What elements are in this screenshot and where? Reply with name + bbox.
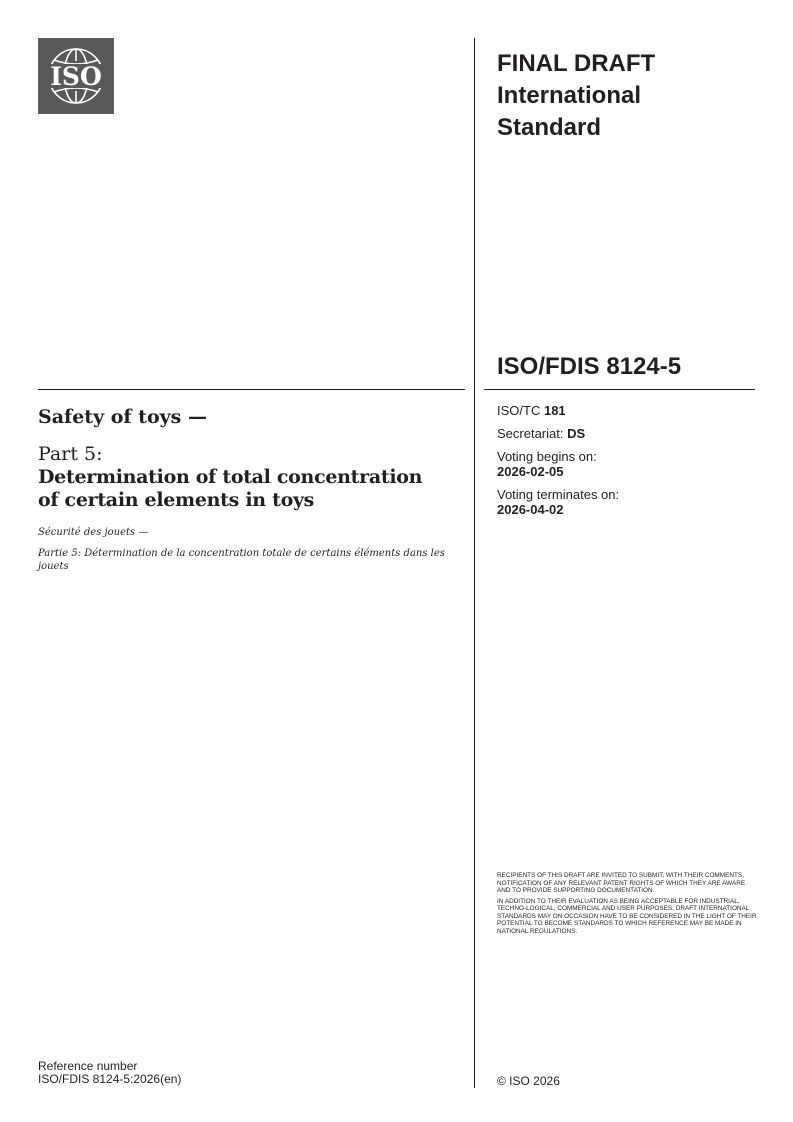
status-line-3: Standard [497, 114, 602, 141]
document-status [497, 48, 767, 144]
document-metadata [497, 403, 757, 525]
reference-number [38, 1060, 181, 1086]
reference-label: Reference number [38, 1059, 138, 1073]
french-part-title: Partie 5: Détermination de la concentration totale de certains éléments dans les jouets [38, 548, 445, 572]
secretariat-value: DS [567, 426, 586, 441]
document-number: ISO/FDIS 8124-5 [497, 353, 682, 380]
part-label: Part 5: [38, 443, 103, 465]
french-main-title: Sécurité des jouets — [38, 527, 149, 538]
committee-prefix: ISO/TC [497, 403, 541, 418]
right-horizontal-rule [484, 389, 755, 390]
copyright: © ISO 2026 [497, 1074, 560, 1088]
vertical-divider [474, 38, 475, 1088]
secretariat-label: Secretariat: [497, 426, 564, 441]
notice-paragraph-2: IN ADDITION TO THEIR EVALUATION AS BEING ACCEPTABLE FOR INDUSTRIAL, TECHNO-LOGICAL, COMMERCIAL AND USER PURPOSES, DRAFT INTERNATIONAL STANDARDS MAY ON OCCASION HAVE TO BE CONSIDERED IN THE LIGHT OF THEIR POTENTIAL TO BECOME STANDARDS TO WHICH REFERENCE MAY BE MADE IN NATIONAL REGULATIONS. [497, 897, 757, 935]
iso-logo [38, 38, 114, 114]
iso-logo-text: ISO [50, 62, 102, 91]
committee-number: 181 [543, 403, 566, 418]
left-horizontal-rule [38, 389, 465, 390]
voting-terminates-row [497, 487, 757, 517]
voting-begins-date: 2026-02-05 [497, 464, 564, 479]
notice-paragraph-1: RECIPIENTS OF THIS DRAFT ARE INVITED TO SUBMIT, WITH THEIR COMMENTS, NOTIFICATION OF ANY RELEVANT PATENT RIGHTS OF WHICH THEY ARE AWARE AND TO PROVIDE SUPPORTING DOCUMENTATION. [497, 872, 746, 894]
voting-terminates-label: Voting terminates on: [497, 487, 620, 502]
committee-row [497, 403, 757, 418]
part-title: Determination of total concentration of certain elements in toys [38, 466, 423, 511]
voting-begins-row [497, 449, 757, 479]
voting-terminates-date: 2026-04-02 [497, 502, 564, 517]
secretariat-row [497, 426, 757, 441]
reference-value: ISO/FDIS 8124-5:2026(en) [38, 1072, 182, 1086]
status-line-2: International [497, 82, 642, 109]
voting-begins-label: Voting begins on: [497, 449, 597, 464]
draft-notice [497, 872, 759, 938]
main-title: Safety of toys — [38, 406, 207, 428]
status-line-1: FINAL DRAFT [497, 50, 656, 77]
title-block [38, 404, 448, 573]
